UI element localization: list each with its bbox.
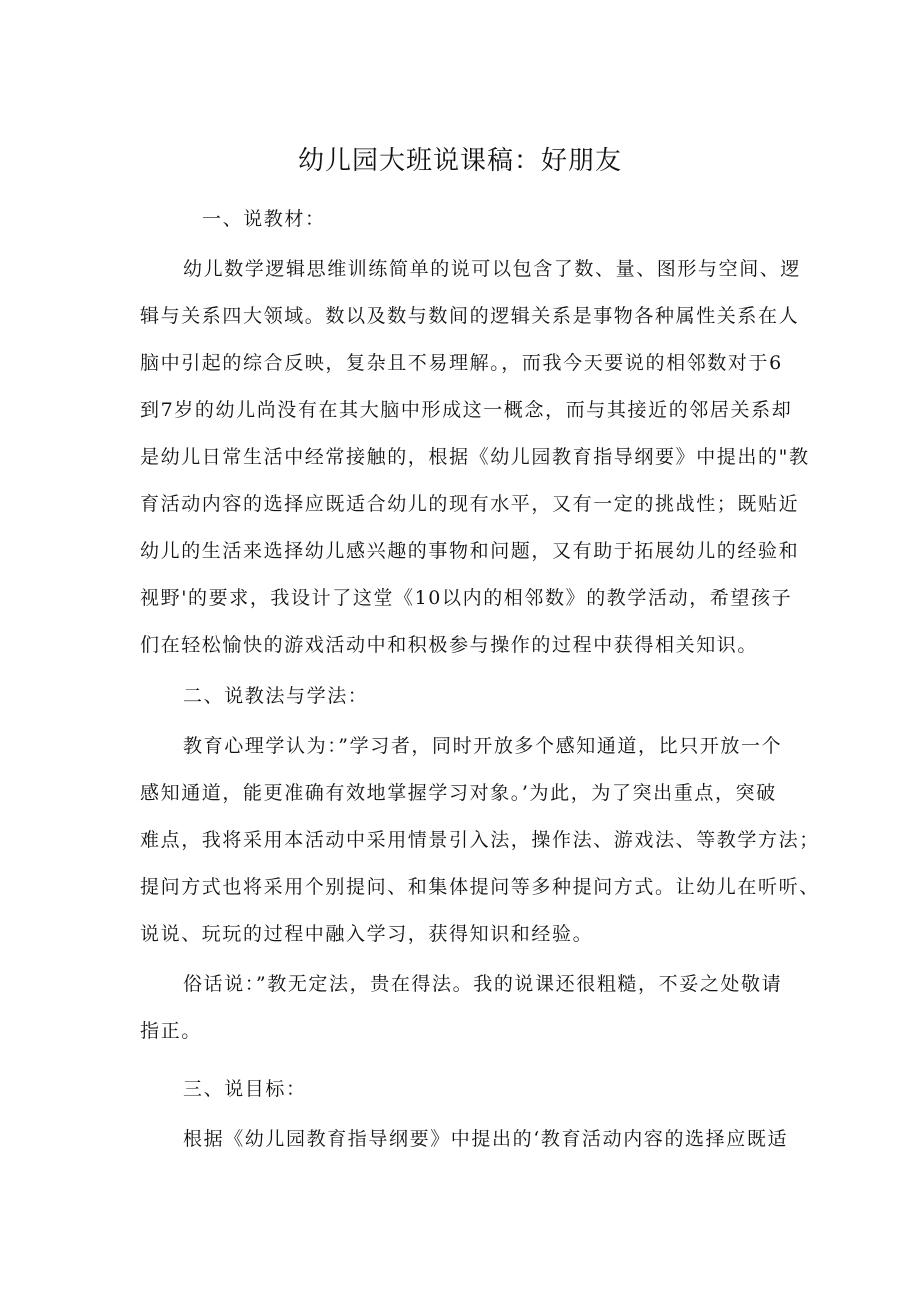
document-title: 幼儿园大班说课稿：好朋友 — [297, 146, 622, 176]
paragraph-line: 幼儿数学逻辑思维训练简单的说可以包含了数、量、图形与空间、逻 — [183, 258, 802, 280]
section-heading-methods: 二、说教法与学法： — [183, 685, 369, 707]
paragraph-line: 俗话说：”教无定法，贵在得法。我的说课还很粗糙，不妥之处敬请 — [183, 973, 783, 995]
paragraph-line: 幼儿的生活来选择幼儿感兴趣的事物和问题，又有助于拓展幼儿的经验和 — [140, 540, 800, 562]
paragraph-line: 辑与关系四大领域。数以及数与数间的逻辑关系是事物各种属性关系在人 — [140, 305, 800, 327]
paragraph-line: 到7岁的幼儿尚没有在其大脑中形成这一概念，而与其接近的邻居关系却 — [140, 399, 793, 421]
paragraph-line: 提问方式也将采用个别提问、和集体提问等多种提问方式。让幼儿在听听、 — [140, 876, 820, 898]
paragraph-line: 脑中引起的综合反映，复杂且不易理解。，而我今天要说的相邻数对于6 — [140, 352, 783, 374]
paragraph-line: 视野'的要求，我设计了这堂《10以内的相邻数》的教学活动，希望孩子 — [140, 587, 793, 609]
section-heading-objectives: 三、说目标： — [183, 1078, 307, 1100]
section-heading-teaching-material: 一、说教材： — [202, 208, 326, 230]
paragraph-line: 根据《幼儿园教育指导纲要》中提出的‘教育活动内容的选择应既适 — [183, 1128, 789, 1150]
paragraph-line: 是幼儿日常生活中经常接触的，根据《幼儿园教育指导纲要》中提出的"教 — [140, 446, 810, 468]
paragraph-line: 说说、玩玩的过程中融入学习，获得知识和经验。 — [140, 923, 594, 945]
paragraph-line: 教育心理学认为：”学习者，同时开放多个感知通道，比只开放一个 — [183, 735, 783, 757]
paragraph-line: 育活动内容的选择应既适合幼儿的现有水平，又有一定的挑战性；既贴近 — [140, 493, 800, 515]
paragraph-line: 难点，我将采用本活动中采用情景引入法，操作法、游戏法、等教学方法； — [140, 829, 820, 851]
paragraph-line: 指正。 — [140, 1020, 202, 1042]
paragraph-line: 感知通道，能更准确有效地掌握学习对象。’为此，为了突出重点，突破 — [140, 782, 777, 804]
paragraph-line: 们在轻松愉快的游戏活动中和积极参与操作的过程中获得相关知识。 — [140, 634, 759, 656]
